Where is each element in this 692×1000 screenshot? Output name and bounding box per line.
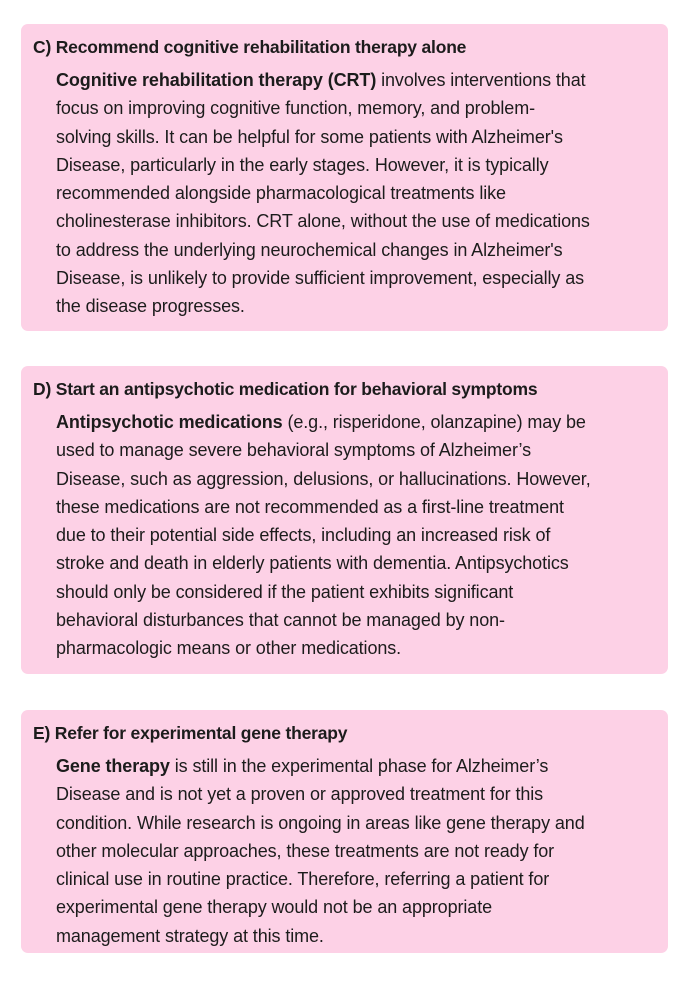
option-d-title: D) Start an antipsychotic medication for behavioral symptoms [33,379,538,399]
option-c-card [21,24,668,331]
option-d-card [21,366,668,674]
option-e-card [21,710,668,953]
option-c-key-term: Cognitive rehabilitation therapy (CRT) [56,70,377,90]
option-e-title: E) Refer for experimental gene therapy [33,723,348,743]
option-e-explanation: Gene therapy is still in the experimental phase for Alzheimer’s Disease and is not yet a proven or approved treatment for this condition. While research is ongoing in areas like gene therapy and other molecular approaches, these treatments are not ready for clinical use in routine practice. Therefore, referring a patient for experimental gene therapy would not be an appropriate management strategy at this time. [56,756,585,946]
option-d-key-term: Antipsychotic medications [56,412,283,432]
option-c-title: C) Recommend cognitive rehabilitation therapy alone [33,37,467,57]
option-c-explanation: Cognitive rehabilitation therapy (CRT) involves interventions that focus on improving cognitive function, memory, and problem- solving skills. It can be helpful for some patients with Alzheimer's Disease, particularly in the early stages. However, it is typically recommended alongside pharmacological treatments like cholinesterase inhibitors. CRT alone, without the use of medications to address the underlying neurochemical changes in Alzheimer's Disease, is unlikely to provide sufficient improvement, especially as the disease progresses. [56,70,590,317]
option-e-key-term: Gene therapy [56,756,170,776]
option-d-explanation: Antipsychotic medications (e.g., risperidone, olanzapine) may be used to manage severe behavioral symptoms of Alzheimer’s Disease, such as aggression, delusions, or hallucinations. However, these medications are not recommended as a first-line treatment due to their potential side effects, including an increased risk of stroke and death in elderly patients with dementia. Antipsychotics should only be considered if the patient exhibits significant behavioral disturbances that cannot be managed by non- pharmacologic means or other medications. [56,412,591,659]
